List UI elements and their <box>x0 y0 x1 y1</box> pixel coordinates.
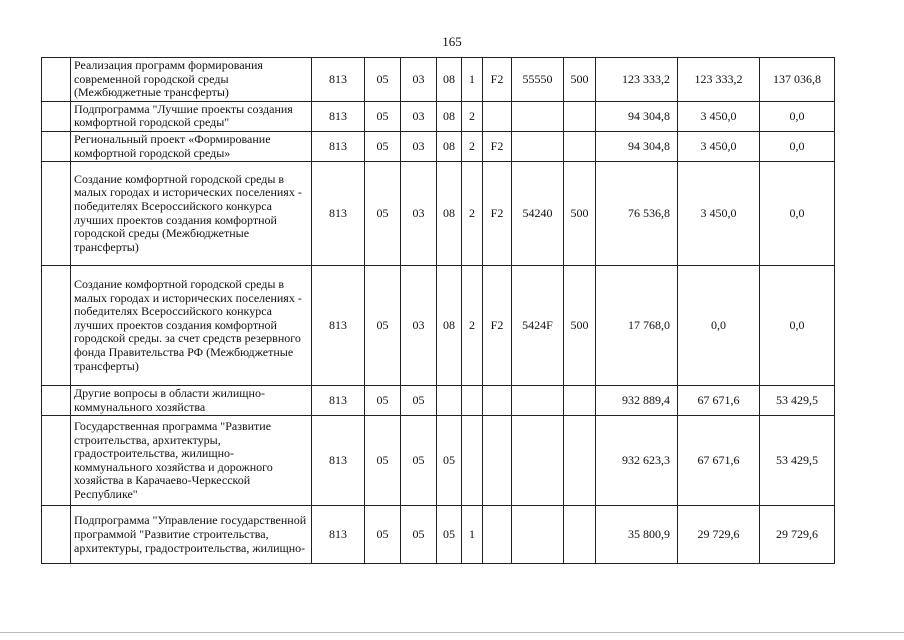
table-row <box>42 101 835 131</box>
subprogram-code-cell <box>462 416 483 506</box>
program-code-cell: 05 <box>437 506 462 564</box>
project-code-cell: F2 <box>483 58 512 102</box>
blank-cell <box>42 58 71 102</box>
subsection-code-cell: 03 <box>401 101 437 131</box>
ministry-code-cell: 813 <box>312 58 365 102</box>
direction-code-cell <box>512 506 564 564</box>
project-code-cell: F2 <box>483 131 512 161</box>
amount-year-3-cell: 0,0 <box>760 266 835 386</box>
item-name-cell: Подпрограмма "Управление государственной программой "Развитие строительства, архитектуры, градостроительства, жилищно- <box>71 506 312 564</box>
expense-type-cell <box>564 386 596 416</box>
expense-type-cell: 500 <box>564 266 596 386</box>
section-code-cell: 05 <box>365 162 401 266</box>
page-number: 165 <box>442 34 462 49</box>
subsection-code-cell: 05 <box>401 416 437 506</box>
item-name-cell: Региональный проект «Формирование комфортной городской среды» <box>71 131 312 161</box>
amount-year-2-cell: 67 671,6 <box>678 416 760 506</box>
subsection-code-cell: 03 <box>401 131 437 161</box>
amount-year-1-cell: 94 304,8 <box>596 101 678 131</box>
item-name-cell: Государственная программа "Развитие строительства, архитектуры, градостроительства, жилищно-коммунального хозяйства и дорожного хозяйства в Карачаево-Черкесской Республике" <box>71 416 312 506</box>
section-code-cell: 05 <box>365 101 401 131</box>
program-code-cell <box>437 386 462 416</box>
amount-year-1-cell: 932 623,3 <box>596 416 678 506</box>
ministry-code-cell: 813 <box>312 101 365 131</box>
amount-year-1-cell: 76 536,8 <box>596 162 678 266</box>
expense-type-cell <box>564 101 596 131</box>
table-row <box>42 131 835 161</box>
amount-year-2-cell: 123 333,2 <box>678 58 760 102</box>
section-code-cell: 05 <box>365 131 401 161</box>
section-code-cell: 05 <box>365 386 401 416</box>
direction-code-cell: 54240 <box>512 162 564 266</box>
table-row <box>42 386 835 416</box>
section-code-cell: 05 <box>365 506 401 564</box>
amount-year-3-cell: 53 429,5 <box>760 386 835 416</box>
subprogram-code-cell: 1 <box>462 506 483 564</box>
program-code-cell: 08 <box>437 266 462 386</box>
direction-code-cell: 55550 <box>512 58 564 102</box>
direction-code-cell <box>512 416 564 506</box>
program-code-cell: 08 <box>437 131 462 161</box>
amount-year-2-cell: 3 450,0 <box>678 162 760 266</box>
amount-year-2-cell: 29 729,6 <box>678 506 760 564</box>
amount-year-1-cell: 35 800,9 <box>596 506 678 564</box>
ministry-code-cell: 813 <box>312 266 365 386</box>
project-code-cell: F2 <box>483 266 512 386</box>
amount-year-1-cell: 932 889,4 <box>596 386 678 416</box>
blank-cell <box>42 506 71 564</box>
amount-year-3-cell: 0,0 <box>760 131 835 161</box>
item-name-cell: Реализация программ формирования современной городской среды (Межбюджетные трансферты) <box>71 58 312 102</box>
subsection-code-cell: 05 <box>401 386 437 416</box>
direction-code-cell: 5424F <box>512 266 564 386</box>
expense-type-cell: 500 <box>564 58 596 102</box>
direction-code-cell <box>512 101 564 131</box>
project-code-cell <box>483 101 512 131</box>
program-code-cell: 08 <box>437 58 462 102</box>
amount-year-1-cell: 94 304,8 <box>596 131 678 161</box>
blank-cell <box>42 162 71 266</box>
project-code-cell <box>483 506 512 564</box>
amount-year-3-cell: 0,0 <box>760 162 835 266</box>
table-row <box>42 416 835 506</box>
subprogram-code-cell: 2 <box>462 131 483 161</box>
item-name-cell: Подпрограмма "Лучшие проекты создания комфортной городской среды" <box>71 101 312 131</box>
table-row <box>42 506 835 564</box>
program-code-cell: 08 <box>437 101 462 131</box>
ministry-code-cell: 813 <box>312 131 365 161</box>
subprogram-code-cell <box>462 386 483 416</box>
program-code-cell: 08 <box>437 162 462 266</box>
expense-type-cell <box>564 416 596 506</box>
page-bottom-rule <box>0 632 904 633</box>
amount-year-2-cell: 3 450,0 <box>678 101 760 131</box>
table-row <box>42 58 835 102</box>
project-code-cell: F2 <box>483 162 512 266</box>
subprogram-code-cell: 1 <box>462 58 483 102</box>
subprogram-code-cell: 2 <box>462 266 483 386</box>
amount-year-3-cell: 0,0 <box>760 101 835 131</box>
amount-year-1-cell: 17 768,0 <box>596 266 678 386</box>
subprogram-code-cell: 2 <box>462 101 483 131</box>
direction-code-cell <box>512 131 564 161</box>
subprogram-code-cell: 2 <box>462 162 483 266</box>
ministry-code-cell: 813 <box>312 162 365 266</box>
section-code-cell: 05 <box>365 58 401 102</box>
section-code-cell: 05 <box>365 266 401 386</box>
ministry-code-cell: 813 <box>312 416 365 506</box>
blank-cell <box>42 131 71 161</box>
amount-year-3-cell: 29 729,6 <box>760 506 835 564</box>
blank-cell <box>42 101 71 131</box>
subsection-code-cell: 03 <box>401 162 437 266</box>
table-row <box>42 162 835 266</box>
ministry-code-cell: 813 <box>312 386 365 416</box>
subsection-code-cell: 05 <box>401 506 437 564</box>
item-name-cell: Создание комфортной городской среды в малых городах и исторических поселениях - победителях Всероссийского конкурса лучших проектов создания комфортной городской среды (Межбюджетные трансферты) <box>71 162 312 266</box>
table-row <box>42 266 835 386</box>
amount-year-3-cell: 137 036,8 <box>760 58 835 102</box>
amount-year-3-cell: 53 429,5 <box>760 416 835 506</box>
section-code-cell: 05 <box>365 416 401 506</box>
direction-code-cell <box>512 386 564 416</box>
amount-year-2-cell: 3 450,0 <box>678 131 760 161</box>
blank-cell <box>42 386 71 416</box>
subsection-code-cell: 03 <box>401 266 437 386</box>
expense-type-cell <box>564 131 596 161</box>
item-name-cell: Другие вопросы в области жилищно-коммунального хозяйства <box>71 386 312 416</box>
program-code-cell: 05 <box>437 416 462 506</box>
expense-type-cell <box>564 506 596 564</box>
project-code-cell <box>483 416 512 506</box>
expense-type-cell: 500 <box>564 162 596 266</box>
amount-year-2-cell: 67 671,6 <box>678 386 760 416</box>
blank-cell <box>42 266 71 386</box>
table-body <box>42 58 835 564</box>
amount-year-2-cell: 0,0 <box>678 266 760 386</box>
project-code-cell <box>483 386 512 416</box>
subsection-code-cell: 03 <box>401 58 437 102</box>
amount-year-1-cell: 123 333,2 <box>596 58 678 102</box>
blank-cell <box>42 416 71 506</box>
ministry-code-cell: 813 <box>312 506 365 564</box>
budget-table <box>41 57 835 564</box>
item-name-cell: Создание комфортной городской среды в малых городах и исторических поселениях - победителях Всероссийского конкурса лучших проектов создания комфортной городской среды. за счет средств резервного фонда Правительства РФ (Межбюджетные трансферты) <box>71 266 312 386</box>
